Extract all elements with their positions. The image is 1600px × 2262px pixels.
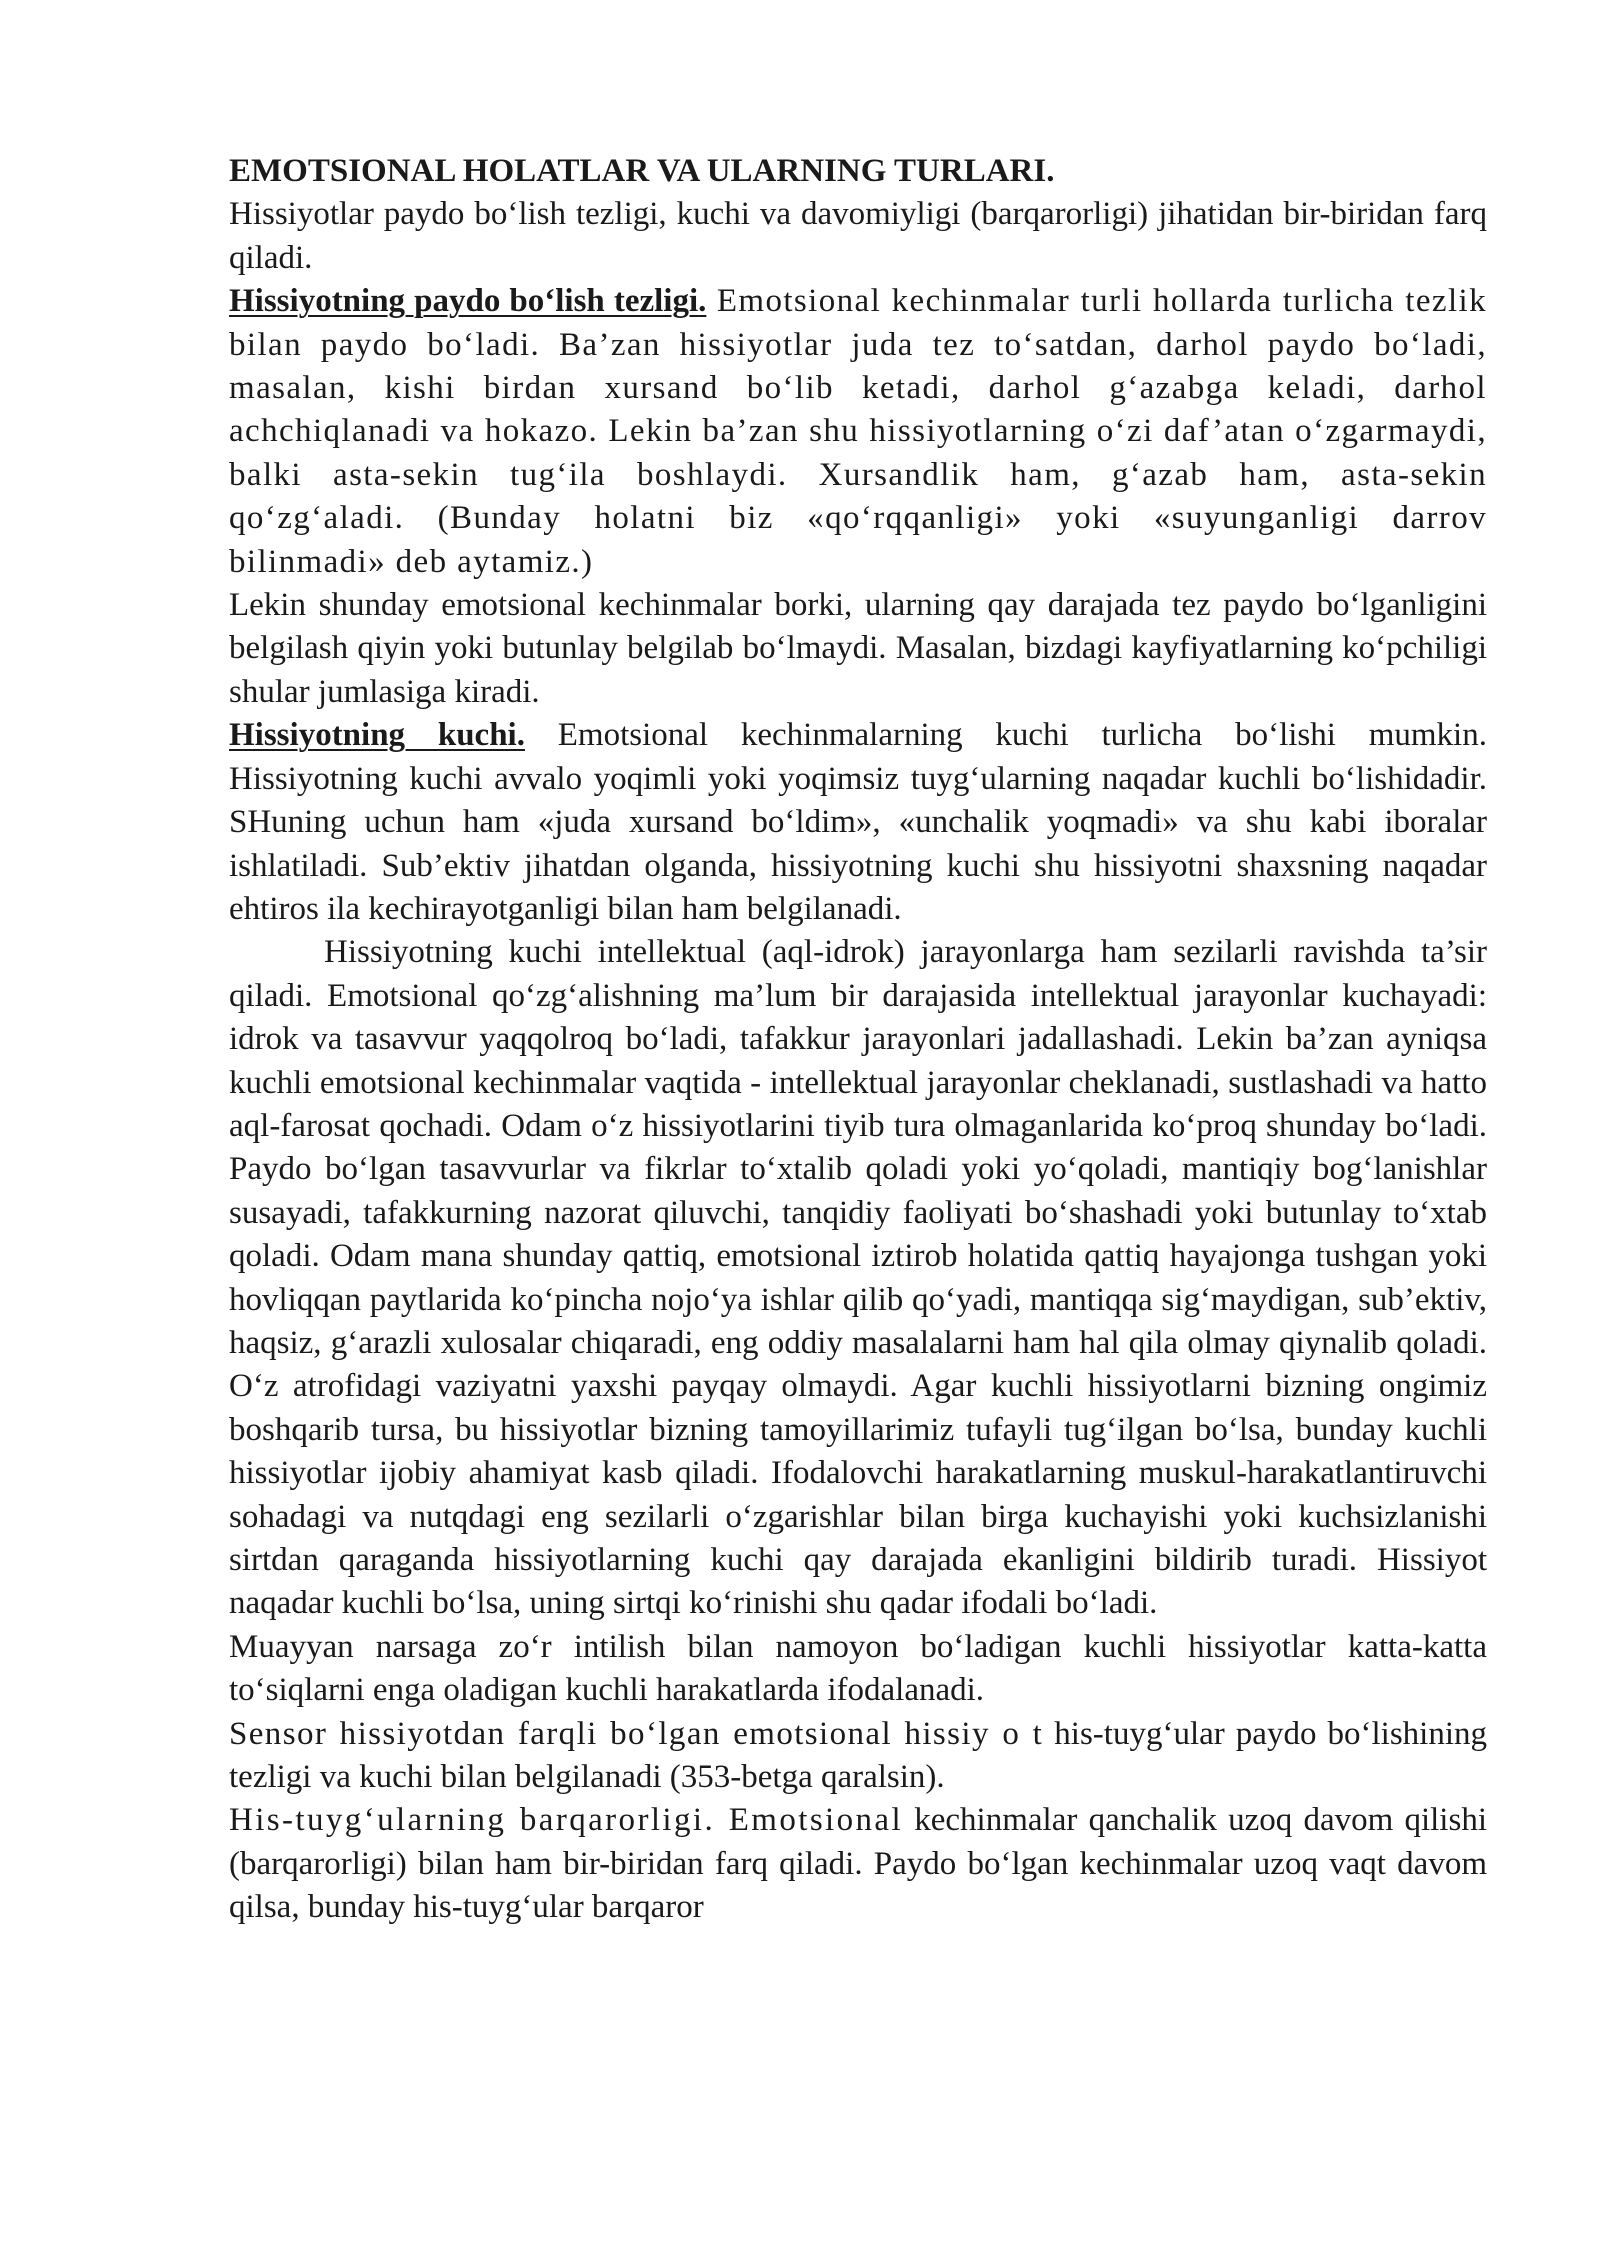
sensor-paragraph — [229, 1713, 1487, 1800]
page-title: EMOTSIONAL HOLATLAR VA ULARNING TURLARI. — [229, 153, 1055, 189]
strength-heading: Hissiyotning kuchi. — [229, 717, 525, 754]
speed-heading-period: . — [698, 283, 707, 320]
intellect-paragraph: Hissiyotning kuchi intellektual (aql-idrok) jarayonlarga ham sezilarli ravishda ta’sir qiladi. Emotsional qo‘zg‘alishning ma’lum bir darajasida intellektual jarayonlar kuchayadi: idrok va tasavvur yaqqolroq bo‘ladi, tafakkur jarayonlari jadallashadi. Lekin ba’zan ayniqsa kuchli emotsional kechinmalar vaqtida - intellektual jarayonlar cheklanadi, sustlashadi va hatto aql-farosat qochadi. Odam o‘z hissiyotlarini tiyib tura olmaganlarida ko‘proq shunday bo‘ladi. Paydo bo‘lgan tasavvurlar va fikrlar to‘xtalib qoladi yoki yo‘qoladi, mantiqiy bog‘lanishlar susayadi, tafakkurning nazorat qiluvchi, tanqidiy faoliyati bo‘shashadi yoki butunlay to‘xtab qoladi. Odam mana shunday qattiq, emotsional iztirob holatida qattiq hayajonga tushgan yoki hovliqqan paytlarida ko‘pincha nojo‘ya ishlar qilib qo‘yadi, mantiqqa sig‘maydigan, sub’ektiv, haqsiz, g‘arazli xulosalar chiqaradi, eng oddiy masalalarni ham hal qila olmay qiynalib qoladi. O‘z atrofidagi vaziyatni yaxshi payqay olmaydi. Agar kuchli hissiyotlarni bizning ongimiz boshqarib tursa, bu hissiyotlar bizning tamoyillarimiz tufayli tug‘ilgan bo‘lsa, bunday kuchli hissiyotlar ijobiy ahamiyat kasb qiladi. Ifodalovchi harakatlarning muskul-harakatlantiruvchi sohadagi va nutqdagi eng sezilarli o‘zgarishlar bilan birga kuchayishi yoki kuchsizlanishi sirtdan qaraganda hissiyotlarning kuchi qay darajada ekanligini bildirib turadi. Hissiyot naqadar kuchli bo‘lsa, uning sirtqi ko‘rinishi shu qadar ifodali bo‘ladi. — [229, 934, 1487, 1622]
speed-text: Emotsional kechinmalar turli hollarda turlicha tezlik bilan paydo bo‘ladi. Ba’zan hissiyotlar juda tez to‘satdan, darhol paydo bo‘ladi, masalan, kishi birdan xursand bo‘lib ketadi, darhol g‘azabga keladi, darhol achchiqlanadi va hokazo. Lekin ba’zan shu hissiyotlarning o‘zi daf’atan o‘zgarmaydi, balki asta-sekin tug‘ila boshlaydi. Xursandlik ham, g‘azab ham, asta-sekin qo‘zg‘aladi. (Bunday holatni biz «qo‘rqqanligi» yoki «suyunganligi darrov bilinmadi» deb aytamiz.) — [229, 283, 1487, 580]
stability-paragraph — [229, 1799, 1487, 1929]
sensor-spaced-text: Sensor hissiyotdan farqli bo‘lgan emotsional hissiy o t — [229, 1715, 1044, 1752]
stability-text: kechinmalar qanchalik uzoq davom qilishi (barqarorligi) bilan ham bir-biridan farq qiladi. Paydo bo‘lgan kechinmalar uzoq vaqt davom qilsa, bunday his-tuyg‘ular barqaror — [229, 1802, 1487, 1926]
strength-text: Emotsional kechinmalarning kuchi turlicha bo‘lishi mumkin. Hissiyotning kuchi avvalo yoqimli yoki yoqimsiz tuyg‘ularning naqadar kuchli bo‘lishidadir. SHuning uchun ham «juda xursand bo‘ldim», «unchalik yoqmadi» va shu kabi iboralar ishlatiladi. Sub’ektiv jihatdan olganda, hissiyotning kuchi shu hissiyotni shaxsning naqadar ehtiros ila kechirayotganligi bilan ham belgilanadi. — [229, 717, 1487, 927]
stability-heading: His-tuyg‘ularning barqarorligi. Emotsional — [229, 1802, 904, 1839]
speed-paragraph — [229, 280, 1487, 584]
mood-paragraph: Lekin shunday emotsional kechinmalar borki, ularning qay darajada tez paydo bo‘lganligini belgilash qiyin yoki butunlay belgilab bo‘lmaydi. Masalan, bizdagi kayfiyatlarning ko‘pchiligi shular jumlasiga kiradi. — [229, 587, 1487, 710]
striving-paragraph: Muayyan narsaga zo‘r intilish bilan namoyon bo‘ladigan kuchli hissiyotlar katta-katta to‘siqlarni enga oladigan kuchli harakatlarda ifodalanadi. — [229, 1628, 1487, 1709]
intro-paragraph: Hissiyotlar paydo bo‘lish tezligi, kuchi va davomiyligi (barqarorligi) jihatidan bir-biridan farq qiladi. — [229, 196, 1487, 276]
sensor-text: his-tuyg‘ular paydo bo‘lishining tezligi va kuchi bilan belgilanadi (353-betga qaralsin). — [229, 1715, 1487, 1796]
document-page — [229, 150, 1487, 1930]
strength-paragraph — [229, 714, 1487, 931]
speed-heading: Hissiyotning paydo bo‘lish tezligi — [229, 283, 699, 320]
